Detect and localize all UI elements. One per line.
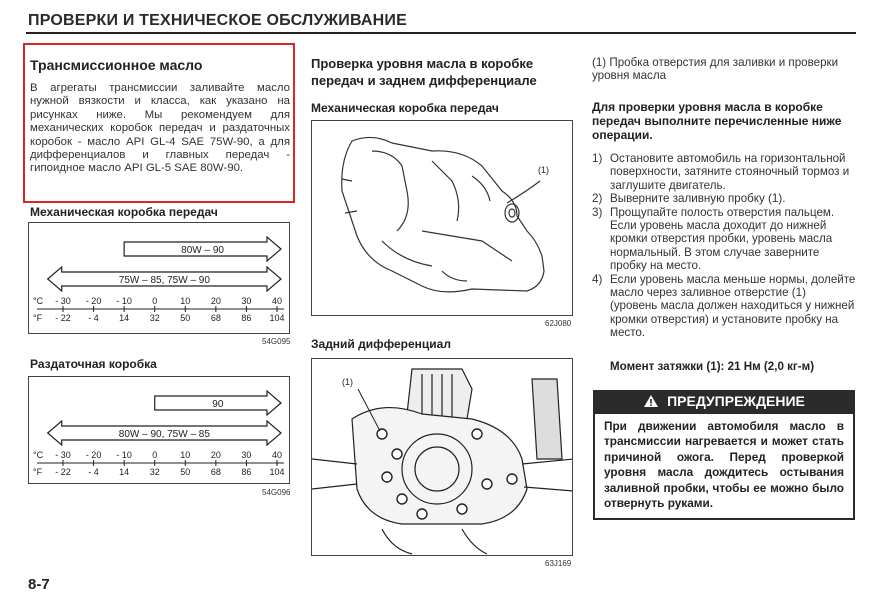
oil-section-title: Трансмиссионное масло [30,57,203,73]
celsius-tick-label: 40 [271,450,283,460]
gearbox-illustration [311,120,573,316]
step-item: 2) Выверните заливную пробку (1). [592,192,786,206]
fahrenheit-tick-label: 14 [119,467,130,477]
celsius-tick-label: - 10 [116,296,132,306]
transfer-chart-svg [29,377,289,483]
fahrenheit-tick-label: 104 [269,467,285,477]
gearbox-code: 62J080 [545,319,572,328]
fahrenheit-tick-label: 86 [241,467,252,477]
check-intro: Для проверки уровня масла в коробке передач выполните перечисленные ниже операции. [592,100,842,142]
differential-heading: Задний дифференциал [311,337,451,351]
fahrenheit-tick-label: - 22 [55,467,71,477]
range-bar-label: 75W – 85, 75W – 90 [118,275,210,286]
fahrenheit-tick-label: 86 [241,313,252,323]
celsius-tick-label: 0 [152,296,158,306]
fahrenheit-unit-label: °F [33,313,43,323]
celsius-unit-label: °C [33,296,44,306]
manual-chart [28,222,290,334]
fahrenheit-tick-label: 14 [119,313,130,323]
warning-text: При движении автомобиля масло в трансмиссии нагревается и может стать причиной ожога. Перед проверкой уровня масла дождитесь остывания заливной пробки, чтобы ее можно было отвернуть руками. [593,412,855,520]
transfer-chart-code: 54G096 [262,488,291,497]
fahrenheit-tick-label: 68 [210,467,221,477]
steps-list [592,152,856,340]
warning-title: ПРЕДУПРЕЖДЕНИЕ [667,393,805,409]
page-number: 8-7 [28,576,50,593]
fahrenheit-tick-label: 32 [149,467,160,477]
transfer-chart-heading: Раздаточная коробка [30,357,157,371]
gearbox-callout: (1) [538,165,549,175]
page-header-title: ПРОВЕРКИ И ТЕХНИЧЕСКОЕ ОБСЛУЖИВАНИЕ [28,12,407,29]
celsius-tick-label: - 10 [116,450,132,460]
step-item: 4) Если уровень масла меньше нормы, долейте масло через заливное отверстие (1) (уровень масла должен находиться у нижней кромки отверстия) и установите пробку на место. [592,272,856,340]
range-bar-label: 80W – 90, 75W – 85 [118,429,210,440]
celsius-unit-label: °C [33,450,44,460]
celsius-tick-label: - 30 [55,450,71,460]
celsius-tick-label: 20 [210,450,221,460]
fahrenheit-tick-label: - 4 [88,313,99,323]
warning-header [593,390,855,412]
celsius-tick-label: 10 [180,450,191,460]
differential-drawing [312,359,573,556]
transfer-chart [28,376,290,484]
celsius-tick-label: 10 [180,296,191,306]
warning-icon [643,394,659,408]
step-item: 3) Прощупайте полость отверстия пальцем. Если уровень масла доходит до нижней кромки отверстия пробки, уровень масла нормальный. В этом случае заверните пробку на место. [592,205,835,273]
fahrenheit-tick-label: 68 [210,313,221,323]
oil-section-body: В агрегаты трансмиссии заливайте масло нужной вязкости и класса, как указано на рисунках ниже. Мы рекомендуем для механических коробок передач и раздаточных коробок - масло API GL-4 SAE 75W-90, а для дифференциалов и главных передач - гипоидное масло API GL-5 SAE 80W-90. [30,82,290,175]
celsius-tick-label: - 30 [55,296,71,306]
differential-code: 63J169 [545,559,572,568]
check-level-title: Проверка уровня масла в коробке передач и заднем дифференциале [311,56,537,88]
range-bar-label: 90 [212,399,224,410]
celsius-tick-label: 30 [241,296,252,306]
celsius-tick-label: 40 [271,296,283,306]
gearbox-heading: Механическая коробка передач [311,101,499,115]
celsius-tick-label: 30 [241,450,252,460]
celsius-tick-label: - 20 [85,450,102,460]
fahrenheit-tick-label: - 22 [55,313,71,323]
range-bar-label: 80W – 90 [181,245,224,256]
celsius-tick-label: 0 [152,450,158,460]
step-item: 1) Остановите автомобиль на горизонтальной поверхности, затяните стояночный тормоз и заглушите двигатель. [592,152,850,192]
header-rule [26,32,856,34]
manual-chart-code: 54G095 [262,337,291,346]
fahrenheit-tick-label: - 4 [88,467,99,477]
fahrenheit-tick-label: 104 [269,313,285,323]
fahrenheit-tick-label: 32 [149,313,160,323]
manual-chart-heading: Механическая коробка передач [30,205,218,219]
celsius-tick-label: 20 [210,296,221,306]
legend-note: (1) Пробка отверстия для заливки и проверки уровня масла [592,56,839,83]
gearbox-drawing [312,121,573,316]
torque-spec: Момент затяжки (1): 21 Нм (2,0 кг-м) [610,360,815,373]
fahrenheit-tick-label: 50 [180,467,191,477]
differential-callout: (1) [342,377,353,387]
fahrenheit-tick-label: 50 [180,313,191,323]
differential-illustration [311,358,573,556]
celsius-tick-label: - 20 [85,296,102,306]
manual-chart-svg [29,223,289,333]
fahrenheit-unit-label: °F [33,467,43,477]
